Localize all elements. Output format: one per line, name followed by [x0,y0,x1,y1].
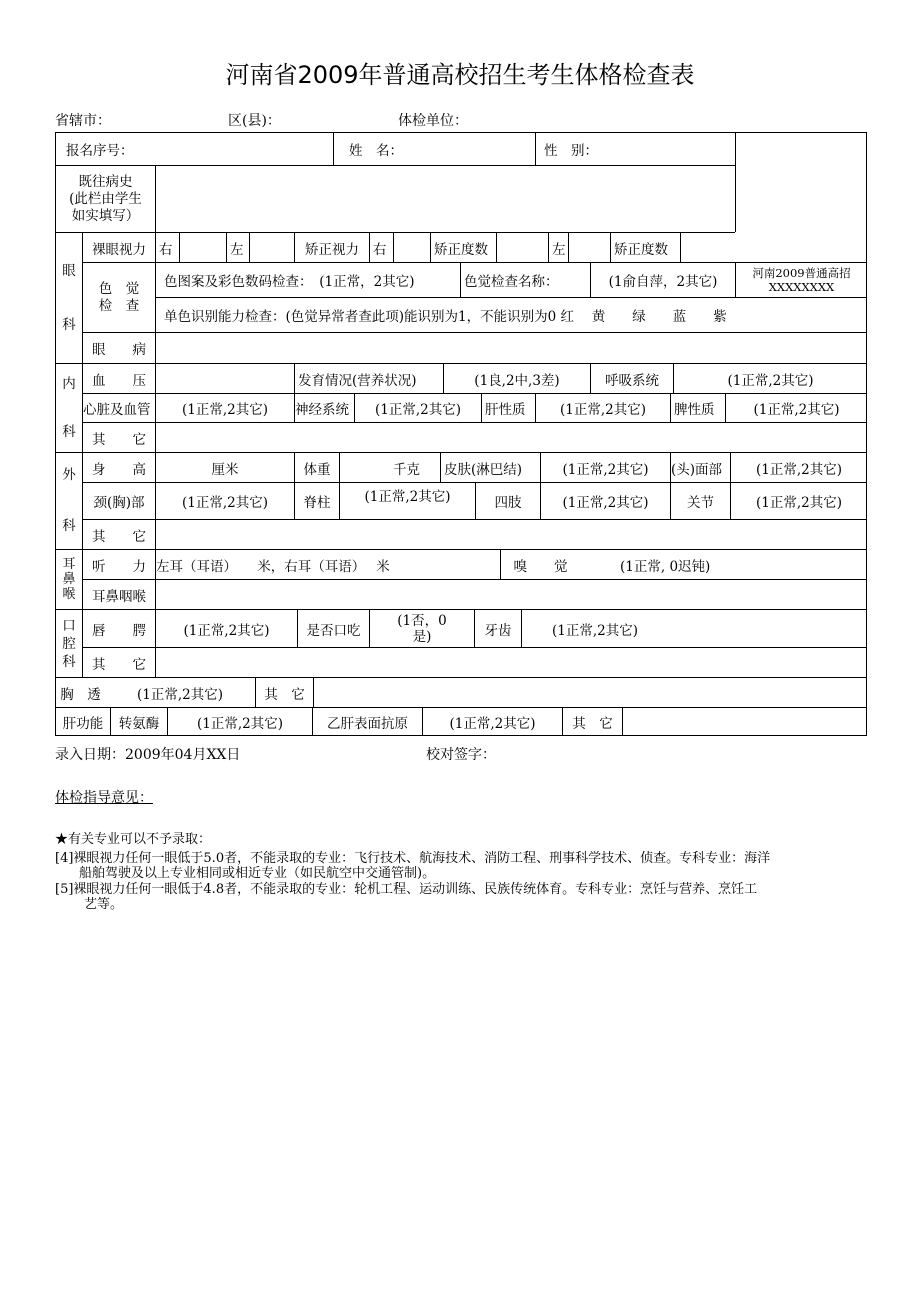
eye-section-label: 眼 科 [55,232,82,363]
weight-unit[interactable]: 千克 [339,452,440,482]
note-4: [4]裸眼视力任何一眼低于5.0者，不能录取的专业：飞行技术、航海技术、消防工程、刑事科学技术、侦查。专科专业：海洋 [55,851,771,866]
naked-right-label: 右 [155,232,179,262]
history-input[interactable] [155,165,735,232]
eye-disease-label: 眼 病 [82,332,155,363]
weight-label: 体重 [294,452,339,482]
liver-label: 肝性质 [481,393,535,422]
spine-options[interactable]: (1正常,2其它) [339,482,475,519]
chest-other-input[interactable] [313,677,867,707]
entry-date: 录入日期：2009年04月XX日 [55,747,241,763]
bp-input[interactable] [155,363,294,393]
photo-box [735,132,867,232]
resp-options[interactable]: (1正常,2其它) [673,363,867,393]
guidance-label: 体检指导意见： [55,790,153,806]
skin-options[interactable]: (1正常,2其它) [540,452,670,482]
neck-options[interactable]: (1正常,2其它) [155,482,294,519]
stutter-options[interactable]: (1否，0 是) [369,609,474,647]
corrected-left-label: 左 [548,232,568,262]
color-test-name-label: 色觉检查名称： [460,262,590,297]
liver-other-input[interactable] [622,707,867,736]
eye-disease-input[interactable] [155,332,867,363]
bp-label: 血 压 [82,363,155,393]
growth-label: 发育情况(营养状况) [294,363,443,393]
spine-label: 脊柱 [294,482,339,519]
name-field[interactable]: 姓 名： [333,132,535,165]
oral-other-label: 其 它 [82,647,155,677]
throat-input[interactable] [155,579,867,609]
naked-left-value[interactable] [249,232,294,262]
oral-other-input[interactable] [155,647,867,677]
corrected-right-label: 右 [369,232,393,262]
chest-other-label: 其 它 [255,677,313,707]
ent-section-label: 耳 鼻 喉 [55,549,82,609]
mono-color-test[interactable]: 单色识别能力检查：(色觉异常者查此项)能识别为1，不能识别为0 红 黄 绿 蓝 紫 [155,297,867,332]
note-5-cont: 艺等。 [84,897,124,912]
alt-label: 转氨酶 [110,707,167,736]
internal-section-label: 内 科 [55,363,82,452]
color-pattern-test[interactable]: 色图案及彩色数码检查： (1正常，2其它) [155,262,460,297]
alt-options[interactable]: (1正常,2其它) [167,707,312,736]
stutter-label: 是否口吃 [297,609,369,647]
resp-label: 呼吸系统 [590,363,673,393]
naked-left-label: 左 [226,232,249,262]
hbsag-label: 乙肝表面抗原 [312,707,422,736]
internal-other-input[interactable] [155,422,867,452]
growth-options[interactable]: (1良,2中,3差) [443,363,590,393]
note-5: [5]裸眼视力任何一眼低于4.8者，不能录取的专业：轮机工程、运动训练、民族传统体育。专科专业：烹饪与营养、烹饪工 [55,882,758,897]
internal-other-label: 其 它 [82,422,155,452]
face-label: (头)面部 [670,452,730,482]
history-label: 既往病史 (此栏由学生 如实填写） [55,165,155,232]
oral-section-label: 口 腔 科 [55,609,82,677]
stamp-text: 河南2009普通高招 XXXXXXXX [735,262,867,297]
naked-right-value[interactable] [179,232,226,262]
correction-degree-value[interactable] [496,232,548,262]
skin-label: 皮肤(淋巴结) [440,452,540,482]
height-unit[interactable]: 厘米 [155,452,294,482]
correction-degree-label: 矫正度数 [430,232,496,262]
surgery-other-input[interactable] [155,519,867,549]
teeth-label: 牙齿 [474,609,521,647]
lip-options[interactable]: (1正常,2其它) [155,609,297,647]
face-options[interactable]: (1正常,2其它) [730,452,867,482]
chest-options[interactable]: (1正常,2其它) [105,677,255,707]
gender-field[interactable]: 性 别： [535,132,735,165]
smell-label: 嗅 觉 [500,549,580,579]
limbs-options[interactable]: (1正常,2其它) [540,482,670,519]
note-4-cont: 船舶驾驶及以上专业相同或相近专业（如民航空中交通管制)。 [79,866,436,881]
liver-other-label: 其 它 [562,707,622,736]
lip-label: 唇 腭 [82,609,155,647]
proof-signature: 校对签字： [426,747,496,763]
chest-label: 胸 透 [55,677,105,707]
spleen-label: 脾性质 [670,393,725,422]
height-label: 身 高 [82,452,155,482]
surgery-section-label: 外 科 [55,452,82,549]
heart-options[interactable]: (1正常,2其它) [155,393,294,422]
naked-vision-label: 裸眼视力 [82,232,155,262]
corrected-left-value[interactable] [568,232,610,262]
corrected-right-value[interactable] [393,232,430,262]
surgery-other-label: 其 它 [82,519,155,549]
throat-label: 耳鼻咽喉 [82,579,155,609]
smell-options[interactable]: (1正常, 0迟钝) [580,549,867,579]
teeth-options[interactable]: (1正常,2其它) [521,609,867,647]
exam-form-table [55,132,867,736]
unit-label: 体检单位： [398,113,468,129]
joints-options[interactable]: (1正常,2其它) [730,482,867,519]
limbs-label: 四肢 [475,482,540,519]
neck-label: 颈(胸)部 [82,482,155,519]
reg-no-field[interactable]: 报名序号： [55,132,333,165]
hearing-value[interactable]: 左耳（耳语） 米，右耳（耳语） 米 [155,549,500,579]
hbsag-options[interactable]: (1正常,2其它) [422,707,562,736]
joints-label: 关节 [670,482,730,519]
nerve-label: 神经系统 [294,393,354,422]
correction-degree-label-2: 矫正度数 [610,232,680,262]
table-border-right [866,132,867,736]
notes-heading: ★有关专业可以不予录取： [55,832,212,847]
liver-fn-label: 肝功能 [55,707,110,736]
heart-label: 心脏及血管 [82,393,155,422]
nerve-options[interactable]: (1正常,2其它) [354,393,481,422]
hearing-label: 听 力 [82,549,155,579]
spleen-options[interactable]: (1正常,2其它) [725,393,867,422]
district-label: 区(县)： [228,113,281,129]
color-test-name-options[interactable]: (1俞自萍，2其它) [590,262,735,297]
liver-options[interactable]: (1正常,2其它) [535,393,670,422]
correction-degree-value-2[interactable] [680,232,735,262]
table-border-bottom [55,735,867,736]
corrected-vision-label: 矫正视力 [294,232,369,262]
city-label: 省辖市： [55,113,111,129]
color-vision-label: 色 觉 检 查 [82,262,155,332]
page-title: 河南省2009年普通高校招生考生体格检查表 [225,61,695,89]
